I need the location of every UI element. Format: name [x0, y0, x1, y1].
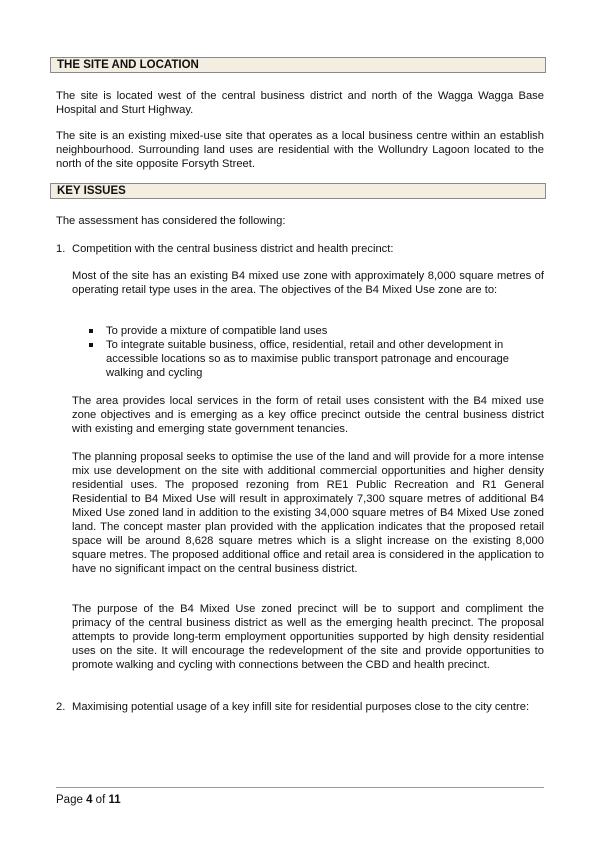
footer-divider	[56, 787, 544, 788]
item-title: Competition with the central business district and health precinct:	[72, 243, 394, 255]
numbered-item-2	[56, 700, 544, 714]
numbered-item-1	[56, 242, 544, 256]
list-item: To integrate suitable business, office, residential, retail and other development in accessible locations so as to maximise public transport patronage and encourage walking and cycling	[88, 338, 544, 380]
paragraph-site-description: The site is an existing mixed-use site that operates as a local business centre within an establish neighbourhood. Surrounding land uses are residential with the Wollundry Lagoon located to the north of the site opposite Forsyth Street.	[56, 130, 544, 170]
bullet-square-icon	[89, 343, 93, 347]
section-heading-site: THE SITE AND LOCATION	[50, 57, 546, 73]
objectives-list	[88, 324, 544, 380]
paragraph-local-services: The area provides local services in the form of retail uses consistent with the B4 mixed use zone objectives and is emerging as a key office precinct outside the central business district with existing and emerging state government tenancies.	[72, 395, 544, 435]
paragraph-b4-zone: Most of the site has an existing B4 mixed use zone with approximately 8,000 square metres of operating retail type uses in the area. The objectives of the B4 Mixed Use zone are to:	[72, 270, 544, 296]
paragraph-planning-proposal: The planning proposal seeks to optimise the use of the land and will provide for a more intense mix use development on the site with additional commercial opportunities and higher density residential uses. The proposed rezoning from RE1 Public Recreation and R1 General Residential to B4 Mixed Use will result in approximately 7,300 square metres of additional B4 Mixed Use zoned land in addition to the existing 34,000 square metres of B4 Mixed Use zoned land. The concept master plan provided with the application indicates that the proposed retail space will be around 8,628 square metres which is a slight increase on the existing 8,000 square metres. The proposed additional office and retail area is considered in the application to have no significant impact on the central business district.	[72, 451, 544, 575]
paragraph-site-location: The site is located west of the central business district and north of the Wagga Wagga Base Hospital and Sturt Highway.	[56, 90, 544, 116]
page-number: Page 4 of 11	[56, 794, 121, 806]
section-heading-key-issues: KEY ISSUES	[50, 183, 546, 199]
item-title: Maximising potential usage of a key infill site for residential purposes close to the city centre:	[72, 701, 530, 713]
bullet-square-icon	[89, 329, 93, 333]
list-item: To provide a mixture of compatible land uses	[88, 324, 544, 338]
paragraph-precinct-purpose: The purpose of the B4 Mixed Use zoned precinct will be to support and compliment the primacy of the central business district as well as the emerging health precinct. The proposal attempts to provide long-term employment opportunities supported by high density residential uses on the site. It will encourage the redevelopment of the site and provide opportunities to promote walking and cycling with connections between the CBD and health precinct.	[72, 603, 544, 671]
item-number: 1.	[56, 243, 66, 255]
item-number: 2.	[56, 701, 66, 713]
paragraph-assessment-intro: The assessment has considered the following:	[56, 215, 286, 227]
